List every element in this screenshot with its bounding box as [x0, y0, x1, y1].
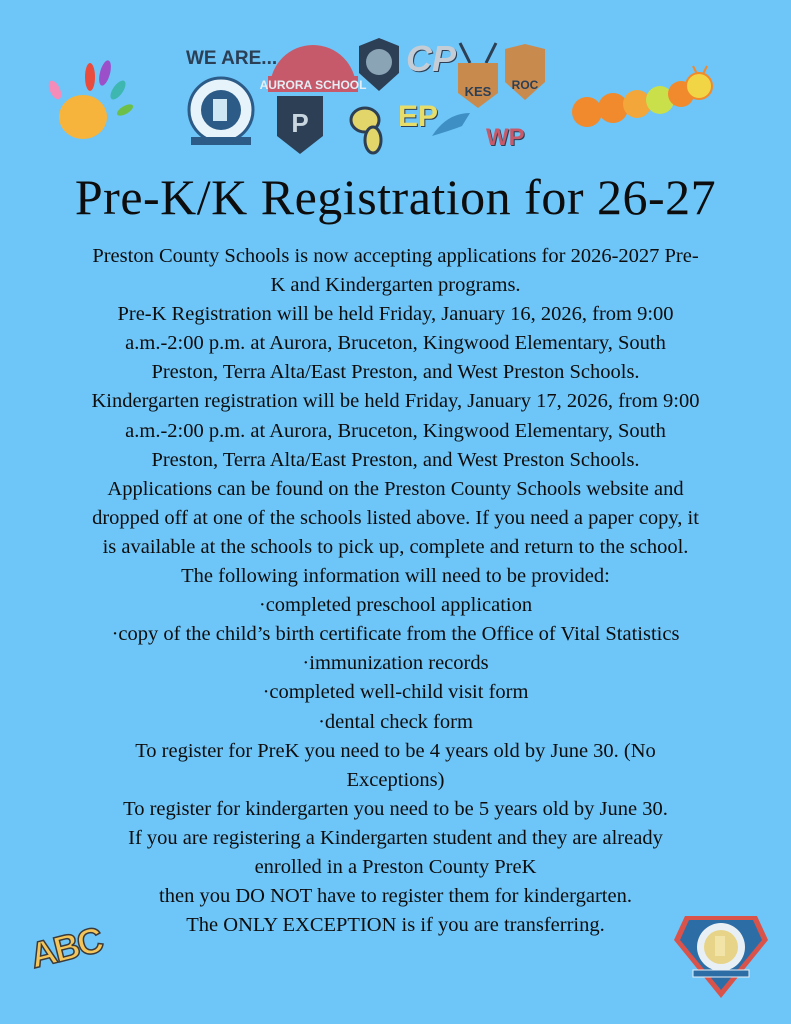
hornet-logo [335, 98, 395, 156]
svg-text:ROC: ROC [511, 78, 539, 92]
body-line: The ONLY EXCEPTION is if you are transferring. [186, 914, 605, 937]
handprint-icon [45, 55, 140, 145]
body-line: Preston County Schools is now accepting applications for 2026-2027 Pre- [92, 245, 699, 267]
preston-county-logo [186, 75, 256, 150]
body-line: a.m.-2:00 p.m. at Aurora, Bruceton, Kingwood Elementary, South [125, 332, 666, 355]
body-line: Preston, Terra Alta/East Preston, and West Preston Schools. [151, 448, 640, 471]
wp-logo: WP [486, 124, 525, 151]
body-line: To register for kindergarten you need to be 5 years old by June 30. [123, 797, 668, 820]
body-line: dropped off at one of the schools listed above. If you need a paper copy, it [92, 506, 699, 529]
body-line: Exceptions) [346, 768, 445, 791]
p-shield-logo [277, 96, 323, 156]
svg-text:P: P [291, 108, 309, 138]
cp-logo: CP [406, 38, 457, 79]
kes-logo [455, 38, 501, 110]
aurora-text: AURORA SCHOOL [259, 78, 367, 92]
body-line: then you DO NOT have to register them for kindergarten. [159, 885, 632, 908]
svg-text:KES: KES [464, 84, 492, 99]
body-line: Preston, Terra Alta/East Preston, and West Preston Schools. [151, 361, 640, 384]
body-line: ·completed well-child visit form [262, 681, 529, 704]
body-line: ·dental check form [318, 710, 473, 733]
body-line: is available at the schools to pick up, complete and return to the school. [102, 535, 689, 558]
eagle-icon [432, 108, 472, 138]
aurora-school-logo [259, 38, 367, 93]
body-line: Kindergarten registration will be held Friday, January 17, 2026, from 9:00 [91, 390, 700, 413]
page-title: Pre-K/K Registration for 26-27 [74, 169, 717, 225]
we-are-label: WE ARE... [186, 48, 278, 69]
preston-county-badge [673, 912, 769, 1000]
body-line: enrolled in a Preston County PreK [254, 855, 537, 878]
body-line: ·copy of the child’s birth certificate from the Office of Vital Statistics [111, 623, 680, 646]
body-line: a.m.-2:00 p.m. at Aurora, Bruceton, Kingwood Elementary, South [125, 419, 666, 442]
body-line: K and Kindergarten programs. [270, 274, 521, 297]
body-line: The following information will need to be provided: [181, 565, 610, 588]
body-line: Pre-K Registration will be held Friday, January 16, 2026, from 9:00 [117, 303, 674, 326]
body-line: Applications can be found on the Preston County Schools website and [107, 477, 684, 500]
body-line: To register for PreK you need to be 4 years old by June 30. (No [135, 739, 656, 762]
roc-logo [502, 44, 548, 102]
body-line: ·immunization records [302, 652, 489, 675]
body-line: ·completed preschool application [258, 594, 533, 617]
ep-logo: EP [398, 100, 439, 133]
announcement-body [20, 242, 771, 940]
caterpillar-icon [565, 60, 715, 140]
body-line: If you are registering a Kindergarten student and they are already [128, 826, 663, 849]
abc-blocks-text: ABC [25, 918, 106, 977]
bulldog-logo [356, 38, 402, 93]
